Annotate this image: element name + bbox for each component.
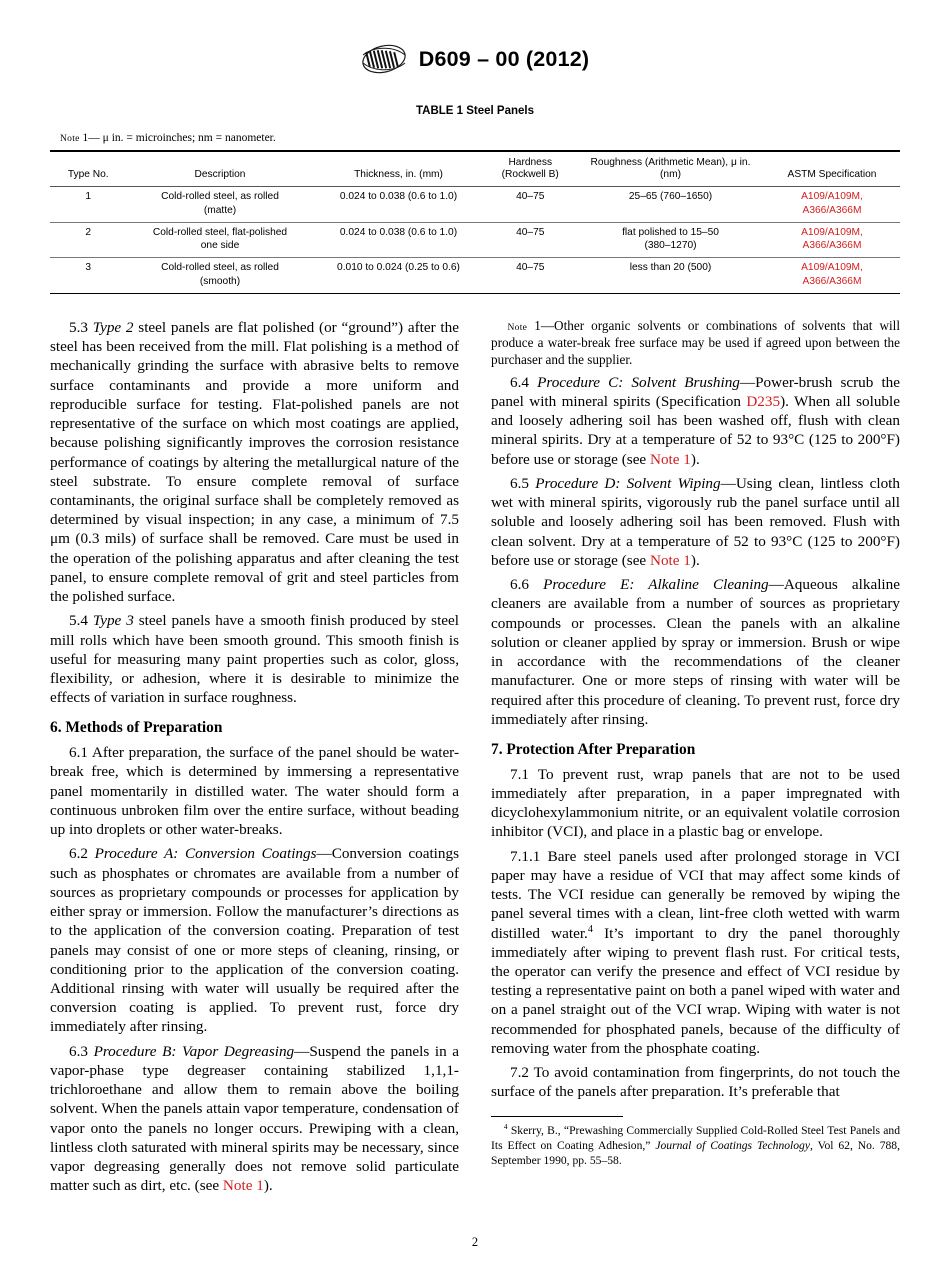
col-header-description: Description bbox=[127, 151, 314, 187]
para-tail-6-4: ). bbox=[690, 450, 700, 468]
paragraph-5-4 bbox=[50, 611, 459, 707]
para-body-5-3: steel panels are flat polished (or “ground”) after the steel has been received from the mill. Flat polishing is a method of mechanically grinding the surface with abrasive belts to remove surface contaminants and provide a more uniform and reproducible surface for testing. Flat-polished panels are not representative of the surface on which most coatings are applied, because polishing significantly improves the corrosion resistance performance of coatings by altering the metallurgical nature of the steel substrate. To ensure complete removal of surface contaminants, the original surface shall be completely removed as determined by visual inspection; in any case, a minimum of 7.5 μm (0.3 mils) of surface shall be removed. Care must be used in the operation of the polishing apparatus and after cleaning the test panel, to ensure complete removal of grit and steel particles from the polished surface. bbox=[50, 319, 459, 606]
para-body-6-2: —Conversion coatings such as phosphates or chromates are available from a number of sources as proprietary compounds or processes for application by either spray or immersion. Follow the manufacturer’s directions as to the application of the conversion coating. Preparation of test panels may consist of one or more steps of cleaning, rinsing, or conditioning prior to the application of the conversion coating. Additional rinsing with water will usually be required after the conversion coating is applied. To prevent rust, force dry immediately after rinsing. bbox=[50, 845, 459, 1036]
para-emph-procedure-b: Procedure B: Vapor Degreasing bbox=[93, 1042, 295, 1060]
para-number-5-3: 5.3 bbox=[69, 319, 93, 336]
para-emph-procedure-c: Procedure C: Solvent Brushing bbox=[537, 373, 740, 391]
para-body-6-3: —Suspend the panels in a vapor-phase type degreaser containing stabilized 1,1,1-trichloroethane and allow them to remain above the boiling solvent. When the panels attain vapor temperature, condensation of vapor onto the panels no longer occurs. Prewiping with a clean, lintless cloth saturated with mineral spirits may be necessary, since vapor degreasing generally does not remove solid particulate matter such as dirt, etc. (see bbox=[50, 1042, 459, 1195]
cell-astm-specification[interactable] bbox=[764, 187, 900, 223]
para-number-6-2: 6.2 bbox=[69, 845, 95, 863]
footnote-block bbox=[491, 1116, 900, 1168]
document-title: D609 – 00 (2012) bbox=[418, 46, 590, 71]
para-tail-6-5: ). bbox=[690, 551, 700, 569]
table-row bbox=[50, 222, 900, 258]
para-tail-6-3: ). bbox=[263, 1177, 273, 1195]
footnote-text-b: , Vol 62, No. 788, September 1990, pp. 55–58. bbox=[491, 1138, 901, 1167]
table-1-block bbox=[50, 105, 900, 294]
paragraph-6-5 bbox=[491, 474, 900, 570]
section-heading-6: 6. Methods of Preparation bbox=[50, 719, 223, 737]
para-emph-procedure-d: Procedure D: Solvent Wiping bbox=[535, 474, 721, 492]
para-body-6-4-a: —Power-brush scrub the panel with mineral spirits (Specification bbox=[491, 373, 901, 410]
para-body-7-1-1-a: 7.1.1 Bare steel panels used after prolonged storage in VCI paper may have a residue of VCI that may affect some kinds of tests. The VCI residue can generally be removed by wiping the panel several times with a clean, lint-free cloth wetted with warm distilled water. bbox=[491, 847, 900, 942]
table-note-prefix: Note bbox=[60, 134, 80, 144]
cell-roughness-line1: less than 20 (500) bbox=[629, 262, 712, 274]
cell-type-no: 2 bbox=[50, 222, 127, 258]
table-head bbox=[50, 151, 900, 187]
paragraph-7-1: 7.1 To prevent rust, wrap panels that are not to be used immediately after preparation, in a paper impregnated with dicyclohexylammonium nitrite, or an equivalent volatile corrosion inhibitor (VCI), and place in a plastic bag or envelope. bbox=[491, 765, 900, 841]
col-header-hardness bbox=[484, 151, 578, 187]
cell-thickness: 0.024 to 0.038 (0.6 to 1.0) bbox=[314, 222, 484, 258]
header-title-line bbox=[361, 44, 590, 74]
cell-type-no: 1 bbox=[50, 187, 127, 223]
col-header-roughness-line1: Roughness (Arithmetic Mean), μ in. bbox=[590, 157, 751, 168]
paragraph-6-4 bbox=[491, 373, 900, 469]
para-number-6-4: 6.4 bbox=[510, 373, 538, 391]
para-body-5-4: steel panels have a smooth finish produced by steel mill rolls which have been smooth ground. This smooth finish is useful for measuring many paint properties such as color, gloss, flexibility, or adhesion, where it is desirable to minimize the effects of variation in surface roughness. bbox=[50, 612, 459, 707]
paragraph-7-2: 7.2 To avoid contamination from fingerprints, do not touch the surface of the panels after preparation. It’s preferable that bbox=[491, 1064, 900, 1101]
cell-roughness bbox=[577, 187, 764, 223]
cell-spec-line2[interactable]: A366/A366M bbox=[802, 240, 862, 252]
para-body-6-4-b: ). When all soluble and loosely adhering soil has been washed off, flush with clean mineral spirits. Dry at a temperature of 52 to 93°C (125 to 200°F) before use or storage (see bbox=[491, 392, 900, 468]
cell-description bbox=[127, 187, 314, 223]
cell-description-line2: one side bbox=[200, 240, 240, 252]
cell-astm-specification[interactable] bbox=[764, 258, 900, 294]
footnote-4 bbox=[491, 1123, 900, 1168]
page-number: 2 bbox=[471, 1235, 479, 1249]
paragraph-6-3 bbox=[50, 1042, 459, 1196]
para-number-6-3: 6.3 bbox=[69, 1042, 94, 1060]
cell-description-line1: Cold-rolled steel, as rolled bbox=[161, 191, 279, 203]
paragraph-6-2 bbox=[50, 844, 459, 1036]
table-header-row bbox=[50, 151, 900, 187]
body-columns bbox=[50, 318, 900, 1201]
table-caption: TABLE 1 Steel Panels bbox=[415, 105, 535, 117]
note-1-paragraph bbox=[491, 318, 900, 368]
table-note-text: 1— μ in. = microinches; nm = nanometer. bbox=[79, 132, 276, 144]
cell-spec-line2[interactable]: A366/A366M bbox=[802, 275, 862, 287]
page-header bbox=[0, 0, 950, 79]
cell-roughness bbox=[577, 258, 764, 294]
para-number-6-6: 6.6 bbox=[510, 576, 544, 594]
cell-roughness-line1: flat polished to 15–50 bbox=[622, 226, 719, 238]
footnote-divider bbox=[491, 1116, 623, 1117]
para-number-5-4: 5.4 bbox=[69, 612, 93, 630]
para-body-6-6: —Aqueous alkaline cleaners are available from a number of sources as proprietary compounds or processes. Clean the panels with an alkaline solution or cleaner applied by spray or immersion. Brush or wipe in accordance with the recommendations of the cleaner manufacturer. One or more steps of rinsing with water will be required after this procedure of cleaning. To prevent rust, force dry immediately after rinsing. bbox=[491, 576, 900, 728]
cell-spec-line1[interactable]: A109/A109M, bbox=[801, 191, 863, 203]
cell-description-line2: (matte) bbox=[203, 204, 237, 216]
col-header-roughness-line2: (nm) bbox=[660, 169, 681, 181]
col-header-hardness-line2: (Rockwell B) bbox=[501, 169, 559, 181]
cell-description bbox=[127, 222, 314, 258]
cell-astm-specification[interactable] bbox=[764, 222, 900, 258]
steel-panels-table bbox=[50, 150, 900, 294]
paragraph-5-3 bbox=[50, 318, 459, 606]
cell-thickness: 0.010 to 0.024 (0.25 to 0.6) bbox=[314, 258, 484, 294]
cell-description bbox=[127, 258, 314, 294]
cell-description-line1: Cold-rolled steel, flat-polished bbox=[152, 226, 288, 238]
link-note-1[interactable]: Note 1 bbox=[649, 551, 691, 569]
footnote-text-a: Skerry, B., “Prewashing Commercially Supplied Cold-Rolled Steel Test Panels and Its Effect on Coating Adhesion,” bbox=[491, 1123, 900, 1152]
left-column bbox=[50, 318, 459, 1201]
para-body-7-1-1-b: It’s important to dry the panel thoroughly immediately after wiping to prevent flash rust. For critical tests, the operator can verify the presence and effect of VCI residue by testing a representative paint on both a panel wiped with water and on a panel straight out of the VCI wrap. Wiping with water is not recommended for phosphated panels, because of the difficulty of removing water from the phosphate coating. bbox=[491, 924, 900, 1057]
cell-spec-line2[interactable]: A366/A366M bbox=[802, 204, 862, 216]
table-row bbox=[50, 187, 900, 223]
right-column bbox=[491, 318, 900, 1201]
table-note bbox=[50, 132, 900, 144]
cell-spec-line1[interactable]: A109/A109M, bbox=[801, 226, 863, 238]
paragraph-6-6 bbox=[491, 575, 900, 729]
col-header-hardness-line1: Hardness bbox=[508, 157, 553, 168]
paragraph-6-1: 6.1 After preparation, the surface of the panel should be water-break free, which is determined by immersing a representative panel momentarily in distilled water. The water should form a continuous unbroken film over the entire surface, without beading up into droplets or other water-breaks. bbox=[50, 744, 459, 839]
cell-description-line1: Cold-rolled steel, as rolled bbox=[161, 262, 279, 274]
cell-hardness: 40–75 bbox=[484, 222, 578, 258]
cell-roughness-line1: 25–65 (760–1650) bbox=[628, 191, 713, 203]
footnote-marker-4[interactable]: 4 bbox=[587, 923, 593, 935]
para-body-6-5: —Using clean, lintless cloth wet with mineral spirits, vigorously rub the panel surface until all soluble and loosely adhering soil has been removed. Flush with clean solvent. Dry at a temperature of 52 to 93°C (125 to 200°F) before use or storage (see bbox=[491, 474, 900, 569]
cell-roughness-line2: (380–1270) bbox=[644, 240, 697, 252]
table-body bbox=[50, 187, 900, 294]
section-heading-7: 7. Protection After Preparation bbox=[491, 740, 696, 758]
cell-type-no: 3 bbox=[50, 258, 127, 294]
para-emph-type-3: Type 3 bbox=[92, 612, 134, 630]
cell-description-line2: (smooth) bbox=[199, 275, 241, 287]
link-note-1[interactable]: Note 1 bbox=[649, 450, 691, 468]
paragraph-7-1-1 bbox=[491, 847, 900, 1058]
footnote-journal-title: Journal of Coatings Technology bbox=[655, 1138, 810, 1152]
cell-roughness bbox=[577, 222, 764, 258]
footnote-number: 4 bbox=[503, 1121, 508, 1131]
link-note-1[interactable]: Note 1 bbox=[222, 1177, 264, 1195]
astm-logo-icon bbox=[361, 44, 407, 74]
para-emph-procedure-e: Procedure E: Alkaline Cleaning bbox=[543, 576, 769, 594]
col-header-type-no: Type No. bbox=[50, 151, 127, 187]
cell-hardness: 40–75 bbox=[484, 187, 578, 223]
cell-hardness: 40–75 bbox=[484, 258, 578, 294]
col-header-roughness bbox=[577, 151, 764, 187]
col-header-astm-specification: ASTM Specification bbox=[764, 151, 900, 187]
table-row bbox=[50, 258, 900, 294]
note-1-prefix: Note bbox=[507, 323, 528, 333]
para-emph-procedure-a: Procedure A: Conversion Coatings bbox=[94, 845, 317, 863]
link-specification-d235[interactable]: D235 bbox=[746, 392, 781, 410]
para-number-6-5: 6.5 bbox=[510, 474, 536, 492]
cell-spec-line1[interactable]: A109/A109M, bbox=[801, 262, 863, 274]
note-1-text: 1—Other organic solvents or combinations of solvents that will produce a water-break free surface may be used if agreed upon between the purchaser and the supplier. bbox=[491, 318, 900, 367]
para-emph-type-2: Type 2 bbox=[92, 319, 134, 336]
col-header-thickness: Thickness, in. (mm) bbox=[314, 151, 484, 187]
cell-thickness: 0.024 to 0.038 (0.6 to 1.0) bbox=[314, 187, 484, 223]
